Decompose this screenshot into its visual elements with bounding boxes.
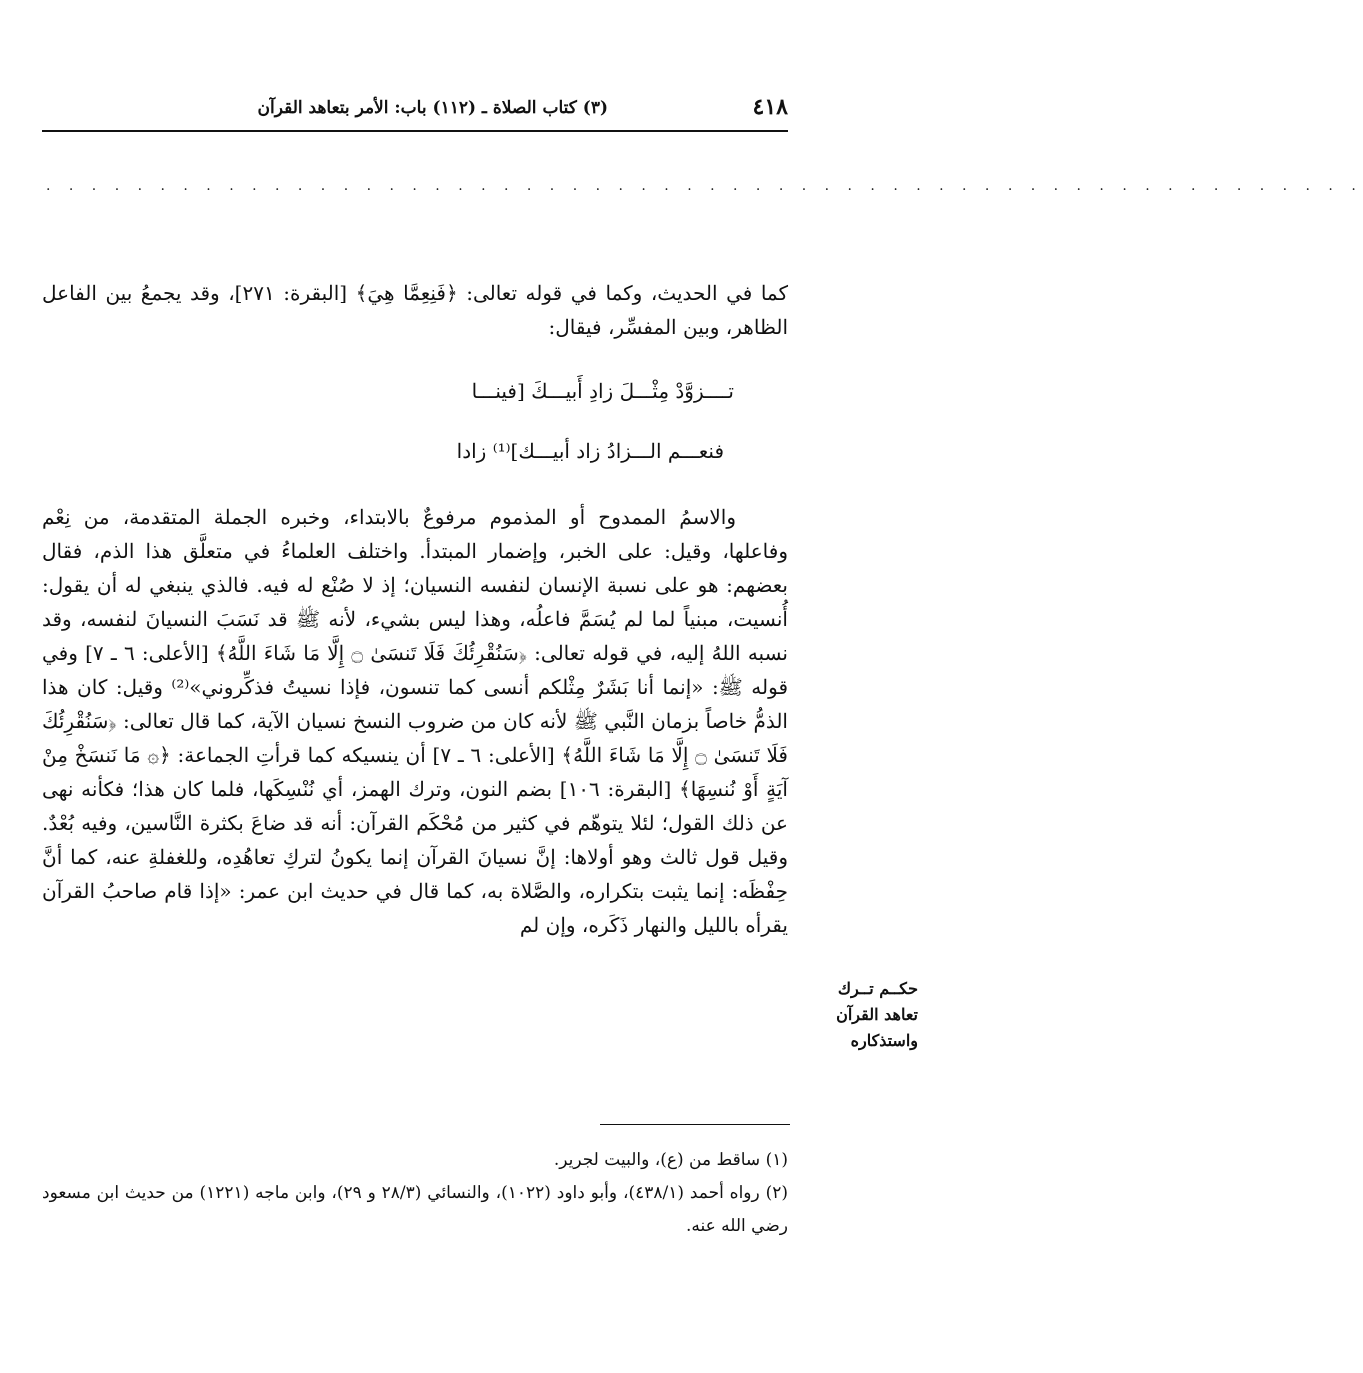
paragraph-2: والاسمُ الممدوح أو المذموم مرفوعٌ بالابتداء، وخبره الجملة المتقدمة، من نِعْم وفاعلها، وقيل: على الخبر، وإضمار المبتدأ. واختلف العلماءُ في متعلَّق هذا الذم، فقال بعضهم: هو على نسبة الإنسان لنفسه النسيان؛ إذ لا صُنْع له فيه. فالذي ينبغي له أن يقول: أُنسيت، مبنياً لما لم يُسَمَّ فاعلُه، وهذا ليس بشيء، لأنه ﷺ قد نَسَبَ النسيانَ لنفسه، وقد نسبه اللهُ إليه، في قوله تعالى: ﴿سَنُقْرِئُكَ فَلَا تَنسَىٰ ۝ إِلَّا مَا شَاءَ اللَّهُ﴾ [الأعلى: ٦ ـ ٧] وفي قوله ﷺ: «إنما أنا بَشَرٌ مِثْلكم أنسى كما تنسون، فإذا نسيتُ فذكِّروني»⁽²⁾ وقيل: كان هذا الذمُّ خاصاً بزمان النَّبي ﷺ لأنه كان من ضروب النسخ نسيان الآية، كما قال تعالى: ﴿سَنُقْرِئُكَ فَلَا تَنسَىٰ ۝ إِلَّا مَا شَاءَ اللَّهُ﴾ [الأعلى: ٦ ـ ٧] أن ينسيكه كما قرأتِ الجماعة: ﴿۞ مَا نَنسَخْ مِنْ آيَةٍ أَوْ نُنسِهَا﴾ [البقرة: ١٠٦] بضم النون، وترك الهمز، أي نُنْسِكَها، فلما كان هذا؛ فكأنه نهى عن ذلك القول؛ لئلا يتوهّم في كثير من مُحْكَم القرآن: أنه قد ضاعَ بكثرة النَّاسين، وفيه بُعْدٌ. وقيل قول ثالث وهو أولاها: إنَّ نسيانَ القرآن إنما يكونُ لتركِ تعاهُدِه، وللغفلةِ عنه، كما أنَّ حِفْظَه: إنما يثبت بتكراره، والصَّلاة به، كما قال في حديث ابن عمر: «إذا قام صاحبُ القرآن يقرأه بالليل والنهار ذَكَره، وإن لم [42,505,789,937]
paragraph-1: كما في الحديث، وكما في قوله تعالى: ﴿فَنِعِمَّا هِيَ﴾ [البقرة: ٢٧١]، وقد يجمعُ بين الفاعل الظاهر، وبين المفسِّر، فيقال: [42,281,789,339]
poem-line-2: فنعـــم الـــزادُ زاد أبيـــك]⁽¹⁾ زادا [456,439,724,463]
running-title: (٣) كتاب الصلاة ـ (١١٢) باب: الأمر بتعاهد القرآن [257,98,608,118]
margin-note: حكــم تــرك تعاهد القرآن واستذكاره [836,979,918,1050]
page-number: ٤١٨ [752,94,788,120]
footnotes [42,1144,788,1243]
footnote-1: (١) ساقط من (ع)، والبيت لجرير. [553,1150,788,1170]
poem-line-1: تــــزوَّدْ مِثْـــلَ زادِ أَبيـــكَ [فينـــا [471,379,734,403]
footnote-rule [600,1124,790,1125]
dotted-separator: . . . . . . . . . . . . . . . . . . . . . . . . . . . . . . . . . . . . . . . . . . . . . . . . . . . . . . . . . . [46,178,1363,194]
footnote-2: (٢) رواه أحمد (٤٣٨/١)، وأبو داود (١٠٢٢)، والنسائي (٢٨/٣ و ٢٩)، وابن ماجه (١٢٢١) من حديث ابن مسعود رضي الله عنه. [42,1183,788,1236]
header-rule [42,130,788,132]
page-header [42,92,788,130]
